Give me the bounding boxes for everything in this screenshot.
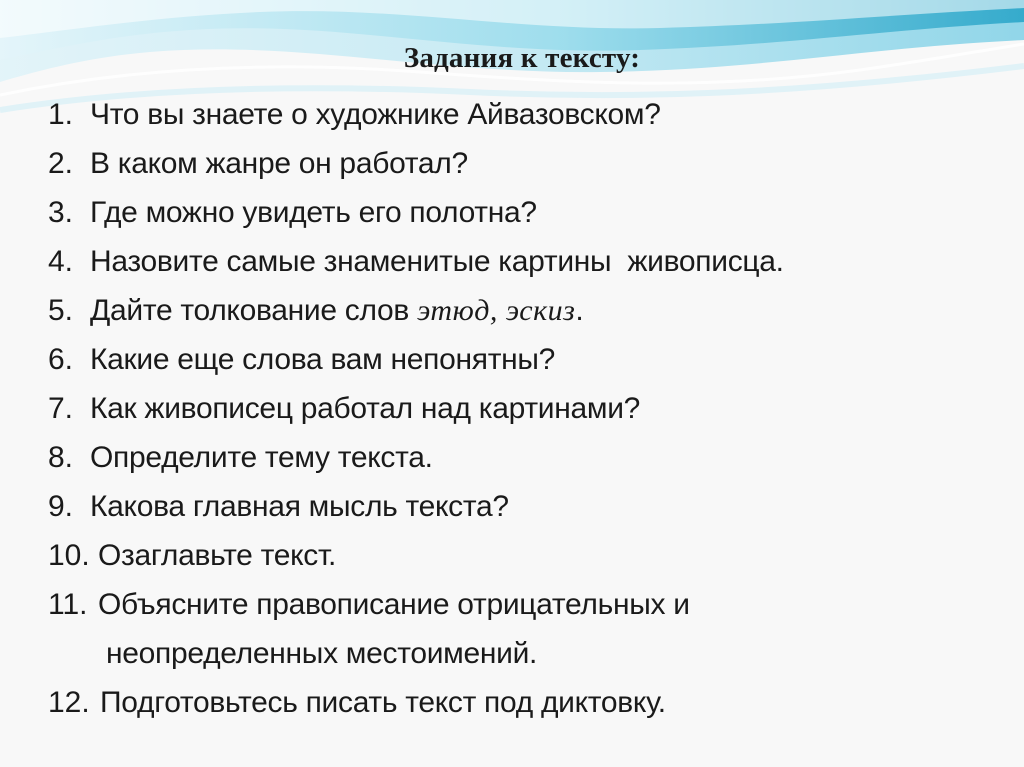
page-title: Задания к тексту:: [403, 42, 641, 74]
question-number: 4.: [48, 245, 74, 278]
question-text: Назовите самые знаменитые картины живописца.: [90, 245, 784, 278]
question-number: 7.: [48, 392, 74, 425]
question-text-line-1: Объясните правописание отрицательных и: [98, 588, 690, 621]
question-number: 3.: [48, 196, 74, 229]
question-item-2: [48, 139, 988, 188]
question-number: 11.: [48, 588, 88, 621]
question-item-9: [48, 482, 988, 531]
question-emphasis: этюд, эскиз: [417, 294, 576, 327]
question-item-1: [48, 90, 988, 139]
question-text: Что вы знаете о художнике Айвазовском?: [90, 98, 661, 131]
question-number: 6.: [48, 343, 74, 376]
question-text-line-2: неопределенных местоимений.: [106, 637, 538, 670]
question-text: Какова главная мысль текста?: [90, 490, 509, 523]
question-number: 2.: [48, 147, 74, 180]
question-number: 1.: [48, 98, 74, 131]
question-text: Определите тему текста.: [90, 441, 433, 474]
question-item-10: [48, 531, 988, 580]
question-item-8: [48, 433, 988, 482]
question-item-6: [48, 335, 988, 384]
question-item-4: [48, 237, 988, 286]
question-text: В каком жанре он работал?: [90, 147, 468, 180]
question-text: Озаглавьте текст.: [98, 539, 337, 572]
question-text: Какие еще слова вам непонятны?: [90, 343, 556, 376]
question-suffix: .: [575, 294, 584, 327]
question-item-3: [48, 188, 988, 237]
question-number: 9.: [48, 490, 74, 523]
question-number: 8.: [48, 441, 74, 474]
question-text: Где можно увидеть его полотна?: [90, 196, 537, 229]
question-item-11: [48, 580, 988, 678]
question-text: [98, 580, 690, 678]
question-text: Как живописец работал над картинами?: [90, 392, 641, 425]
question-number: 5.: [48, 294, 74, 327]
question-number: 12.: [48, 686, 90, 719]
question-text: [90, 286, 583, 335]
question-list: [48, 90, 988, 727]
question-item-12: [48, 678, 988, 727]
question-text-main: Дайте толкование слов: [90, 294, 418, 327]
question-item-7: [48, 384, 988, 433]
question-item-5: [48, 286, 988, 335]
question-number: 10.: [48, 539, 90, 572]
question-text: Подготовьтесь писать текст под диктовку.: [92, 686, 666, 719]
